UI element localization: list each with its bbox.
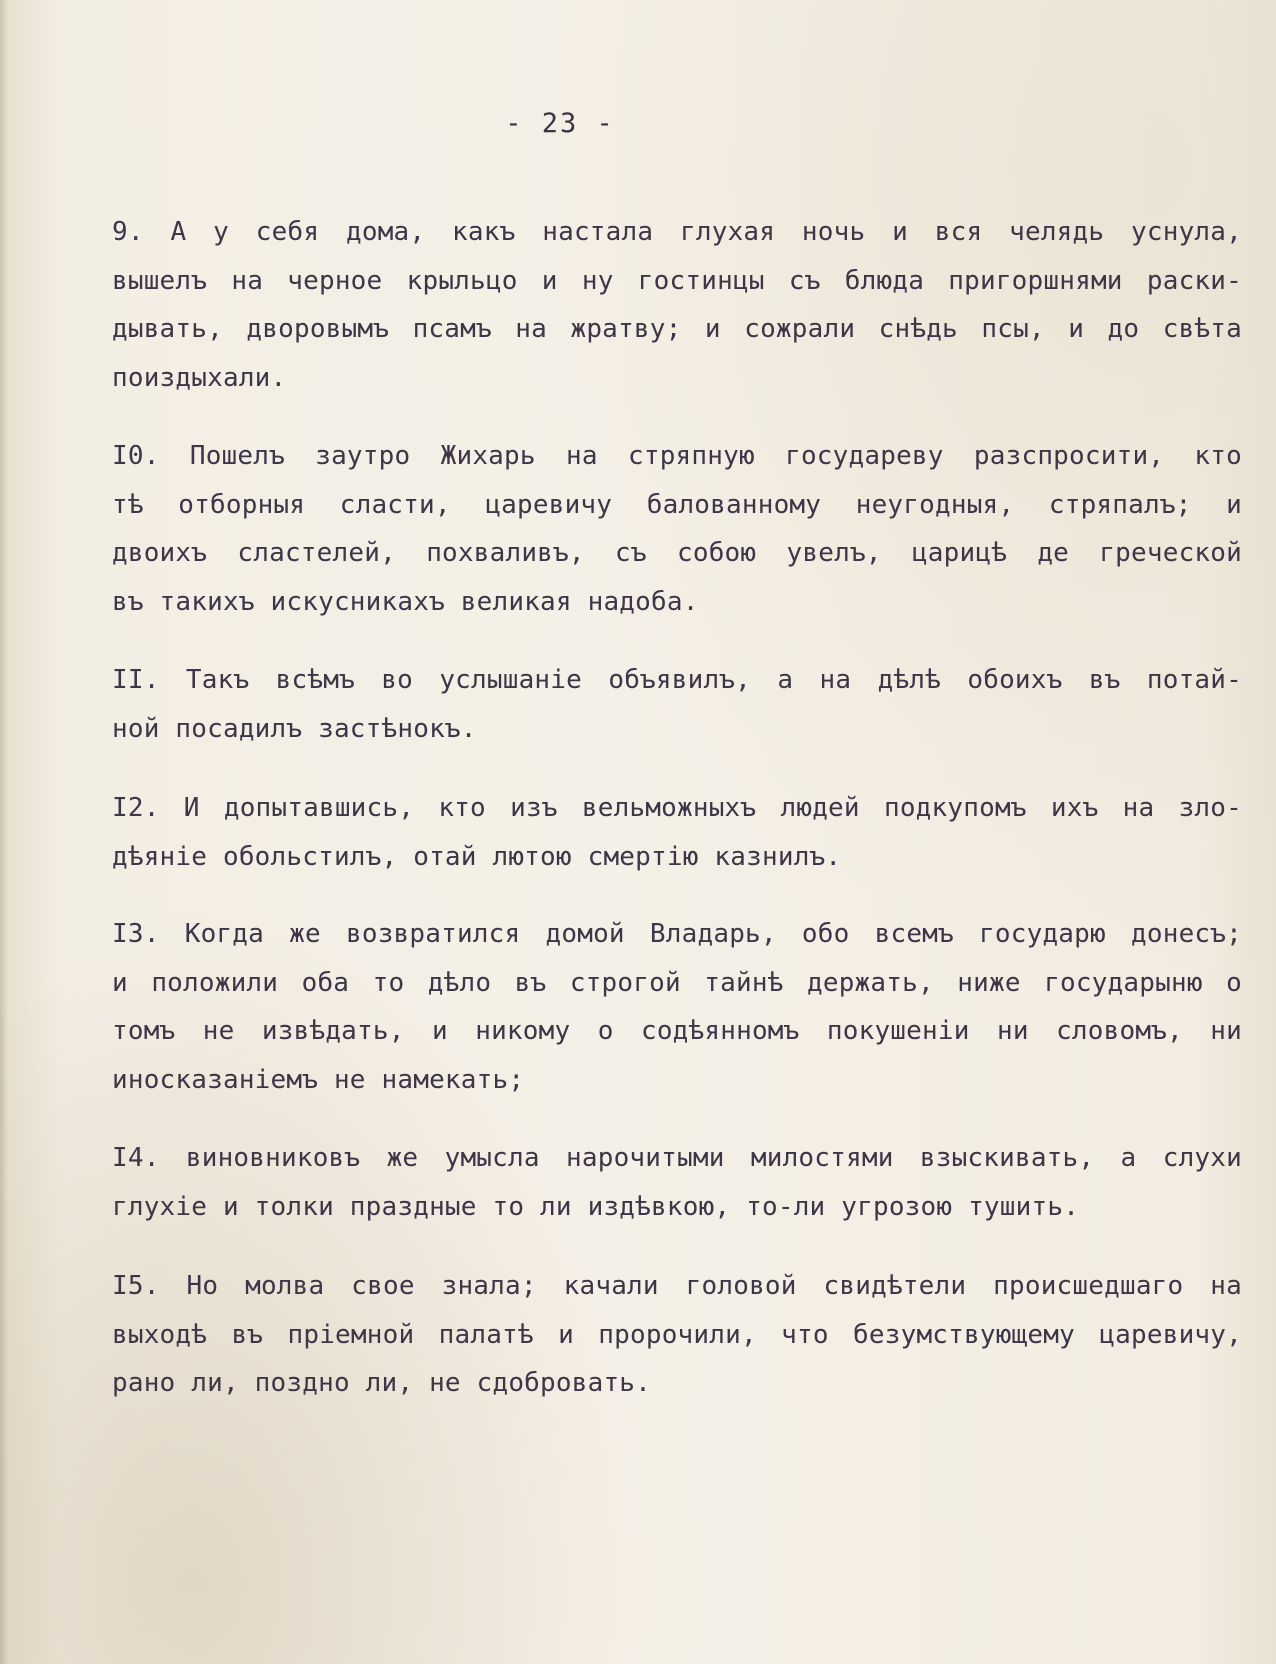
text-line: дѣяніе обольстилъ, отай лютою смертію казнилъ. xyxy=(112,841,842,872)
text-line: поиздыхали. xyxy=(112,362,287,393)
text-line: I5. Но молва свое знала; качали головой свидѣтели происшедшаго на xyxy=(112,1271,1242,1301)
paragraph-15 xyxy=(112,1262,1242,1408)
text-line: 9. А у себя дома, какъ настала глухая ночь и вся челядь уснула, xyxy=(112,217,1242,247)
paragraph-12 xyxy=(112,784,1242,881)
paper-edge-shadow xyxy=(0,0,8,1664)
paragraph-11 xyxy=(112,656,1242,753)
paragraph-9 xyxy=(112,208,1242,402)
paragraph-10 xyxy=(112,432,1242,626)
text-line: выходѣ въ пріемной палатѣ и пророчили, что безумствующему царевичу, xyxy=(112,1319,1242,1350)
text-line: томъ не извѣдать, и никому о содѣянномъ покушеніи ни словомъ, ни xyxy=(112,1016,1242,1046)
text-line: I0. Пошелъ заутро Жихарь на стряпную государеву разспросити, кто xyxy=(112,441,1242,471)
text-line: и положили оба то дѣло въ строгой тайнѣ держать, ниже государыню о xyxy=(112,967,1242,998)
text-line: тѣ отборныя сласти, царевичу балованному неугодныя, стряпалъ; и xyxy=(112,489,1242,520)
text-line: глухіе и толки праздные то ли издѣвкою, то-ли угрозою тушить. xyxy=(112,1191,1080,1222)
text-line: иносказаніемъ не намекать; xyxy=(112,1064,525,1095)
text-line: дывать, дворовымъ псамъ на жратву; и сожрали снѣдь псы, и до свѣта xyxy=(112,314,1242,344)
page-number: - 23 - xyxy=(505,108,615,139)
text-line: рано ли, поздно ли, не сдобровать. xyxy=(112,1368,652,1398)
text-line: I3. Когда же возвратился домой Владарь, обо всемъ государю донесъ; xyxy=(112,919,1242,949)
paragraph-14 xyxy=(112,1134,1242,1231)
paragraph-13 xyxy=(112,910,1242,1104)
text-line: въ такихъ искусникахъ великая надоба. xyxy=(112,586,699,617)
text-line: вышелъ на черное крыльцо и ну гостинцы съ блюда пригоршнями раски- xyxy=(112,265,1242,296)
text-line: ной посадилъ застѣнокъ. xyxy=(112,713,477,744)
text-line: II. Такъ всѣмъ во услышаніе объявилъ, а на дѣлѣ обоихъ въ потай- xyxy=(112,665,1242,695)
text-line: I2. И допытавшись, кто изъ вельможныхъ людей подкупомъ ихъ на зло- xyxy=(112,793,1242,823)
text-line: двоихъ сластелей, похваливъ, съ собою увелъ, царицѣ де греческой xyxy=(112,538,1242,568)
text-line: I4. виновниковъ же умысла нарочитыми милостями взыскивать, а слухи xyxy=(112,1143,1242,1173)
